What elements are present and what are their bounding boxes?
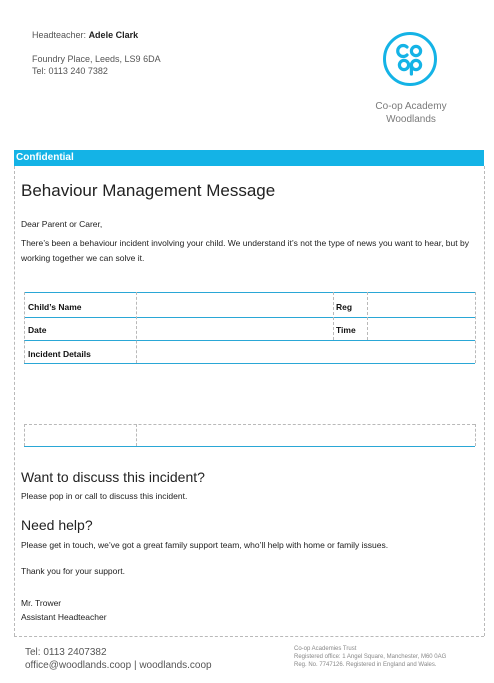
confidential-banner: Confidential: [14, 150, 484, 166]
logo-school-name: [366, 100, 456, 126]
school-tel: Tel: 0113 240 7382: [32, 66, 108, 76]
school-address: Foundry Place, Leeds, LS9 6DA: [32, 54, 161, 64]
headteacher-name: Adele Clark: [88, 30, 139, 40]
details-box-mid: [136, 424, 137, 446]
signature-role: Assistant Headteacher: [21, 612, 107, 622]
footer-tel: Tel: 0113 2407382: [25, 647, 107, 658]
headteacher-label: Headteacher:: [32, 30, 87, 40]
date-label: Date: [28, 325, 47, 335]
headteacher-line: [32, 30, 138, 40]
reg-label: Reg: [336, 302, 353, 312]
form-vline-right: [475, 292, 476, 363]
footer-reg-no: Reg. No. 7747126. Registered in England and Wales.: [294, 662, 437, 668]
form-line-2: [24, 340, 475, 341]
help-heading: Need help?: [21, 517, 93, 533]
footer-contact: [25, 659, 212, 672]
frame-right-border: [484, 166, 485, 636]
footer-email[interactable]: office@woodlands.coop: [25, 660, 132, 671]
frame-left-border: [14, 166, 15, 636]
thanks-text: Thank you for your support.: [21, 566, 125, 576]
discuss-text: Please pop in or call to discuss this incident.: [21, 491, 188, 501]
form-vline-mid: [136, 292, 137, 363]
form-vline-left: [24, 292, 25, 363]
intro-paragraph: There’s been a behaviour incident involving your child. We understand it’s not the type of news you want to hear, but by working together we can solve it.: [21, 238, 469, 263]
incident-details-label: Incident Details: [28, 349, 91, 359]
footer-registration: [294, 645, 446, 669]
time-label: Time: [336, 325, 356, 335]
childs-name-label: Child’s Name: [28, 302, 82, 312]
frame-bottom-border: [14, 636, 484, 637]
signature-name: Mr. Trower: [21, 598, 62, 608]
footer-web[interactable]: | woodlands.coop: [133, 660, 212, 671]
details-box-right: [475, 424, 476, 446]
letter-title: Behaviour Management Message: [21, 181, 276, 200]
form-line-3: [24, 363, 475, 364]
logo-line-1: Co-op Academy: [375, 101, 447, 112]
footer-trust: Co-op Academies Trust: [294, 646, 357, 652]
discuss-heading: Want to discuss this incident?: [21, 469, 205, 485]
details-box-left: [24, 424, 25, 446]
details-box-top: [24, 424, 475, 425]
form-line-top: [24, 292, 475, 293]
coop-logo-icon: [383, 32, 437, 86]
details-box-bottom: [24, 446, 475, 447]
form-vline-regval: [367, 292, 368, 340]
form-vline-reg: [333, 292, 334, 340]
help-text: Please get in touch, we’ve got a great family support team, who’ll help with home or family issues.: [21, 540, 389, 550]
logo-line-2: Woodlands: [386, 114, 436, 125]
form-line-1: [24, 317, 475, 318]
footer-registered-office: Registered office: 1 Angel Square, Manchester, M60 0AG: [294, 654, 447, 660]
greeting: Dear Parent or Carer,: [21, 219, 103, 229]
